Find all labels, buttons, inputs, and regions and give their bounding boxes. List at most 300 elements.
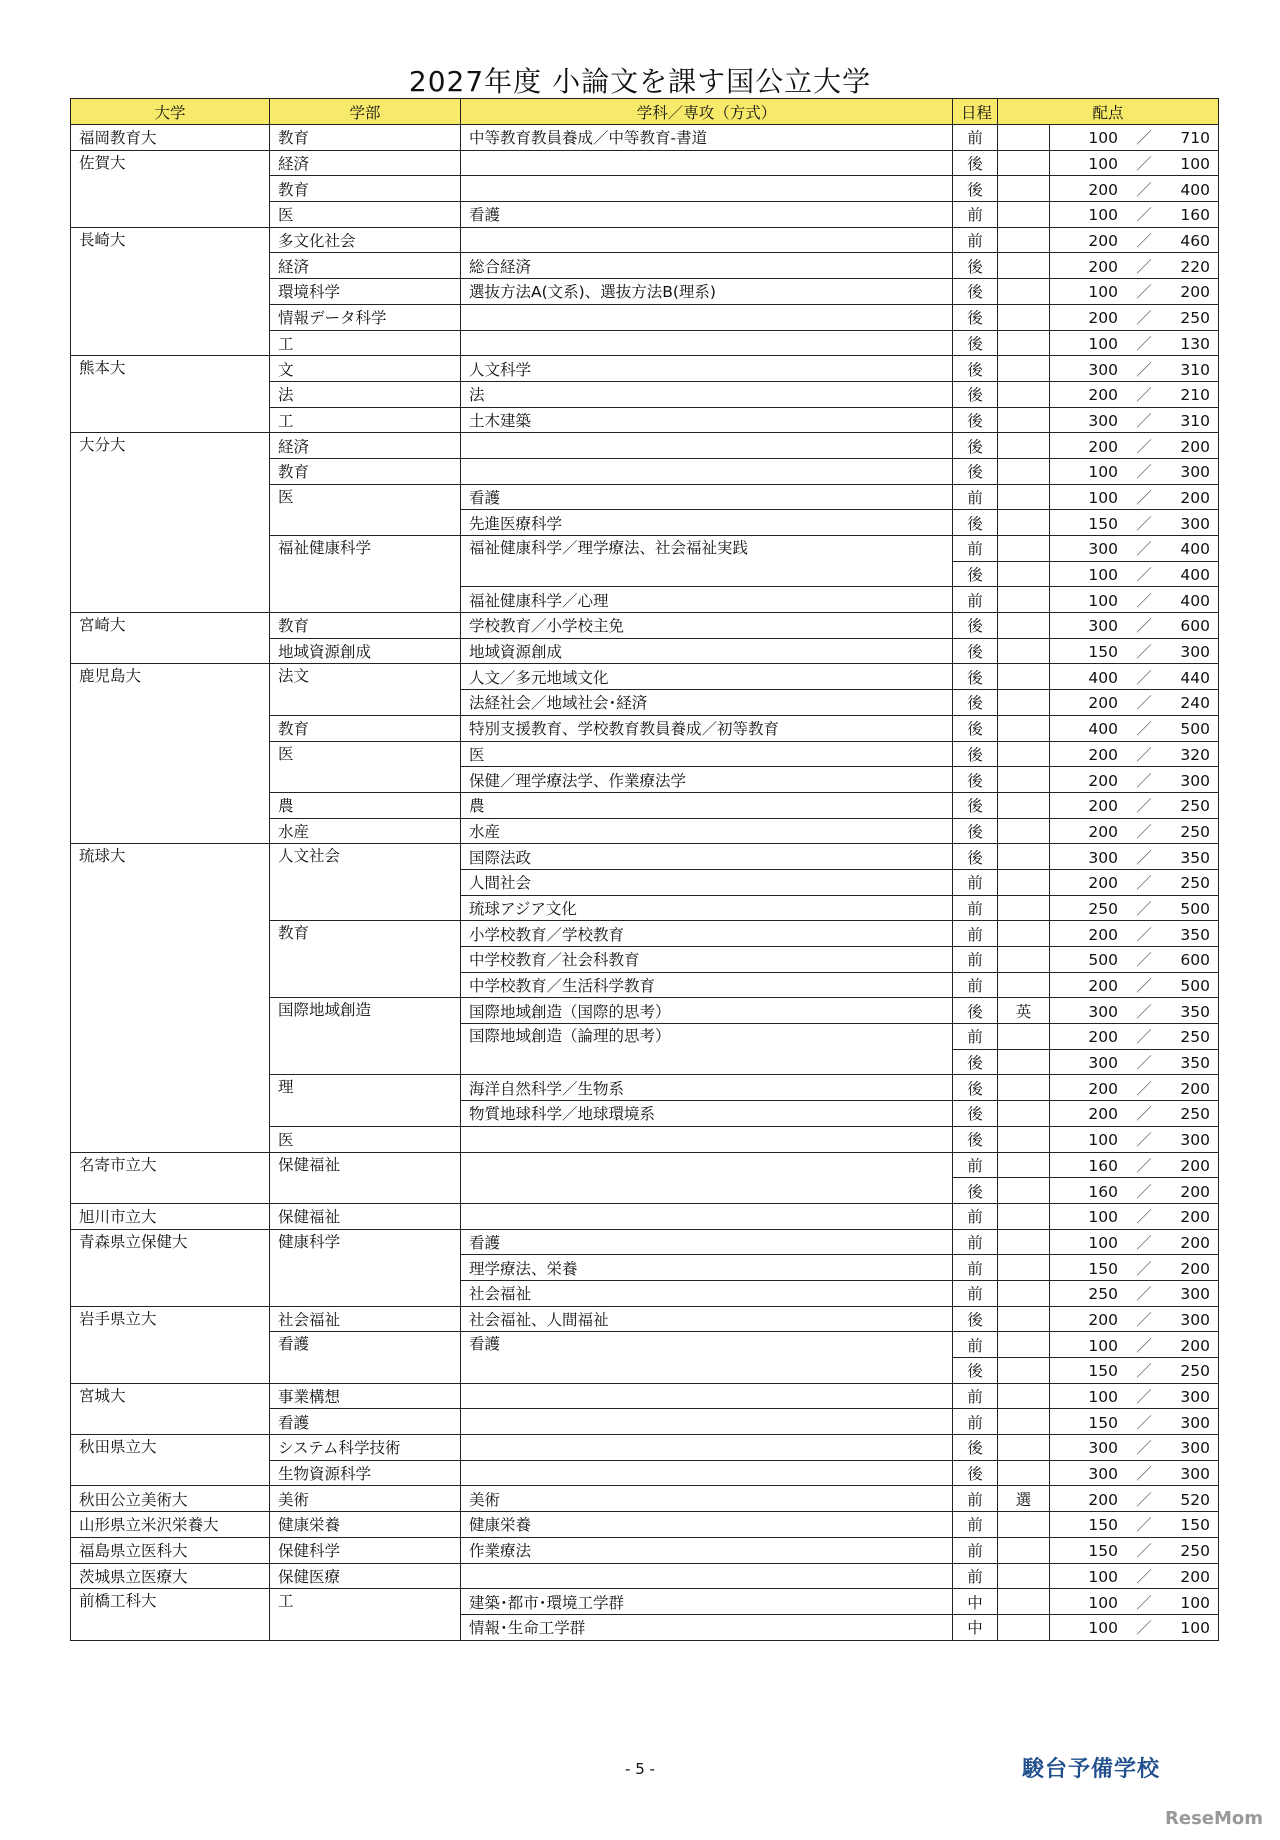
schedule-cell: 前 — [953, 1563, 998, 1589]
score-total: 200 — [1180, 1156, 1210, 1175]
faculty-cell: 経済 — [270, 253, 461, 279]
schedule-cell: 後 — [953, 253, 998, 279]
method-cell — [998, 1255, 1050, 1281]
faculty-cell: 福祉健康科学 — [270, 536, 461, 613]
method-cell — [998, 1306, 1050, 1332]
faculty-cell: 環境科学 — [270, 279, 461, 305]
method-cell — [998, 690, 1050, 716]
score-essay: 200 — [1088, 257, 1118, 276]
score-total: 130 — [1180, 334, 1210, 353]
score-total: 400 — [1180, 180, 1210, 199]
schedule-cell: 前 — [953, 869, 998, 895]
method-cell — [998, 715, 1050, 741]
score-separator: ／ — [1136, 1259, 1152, 1278]
score-total: 440 — [1180, 668, 1210, 687]
method-cell — [998, 304, 1050, 330]
university-cell: 福島県立医科大 — [71, 1537, 270, 1563]
schedule-cell: 前 — [953, 1203, 998, 1229]
score-cell — [1050, 1280, 1219, 1306]
score-separator: ／ — [1136, 1593, 1152, 1612]
method-cell — [998, 921, 1050, 947]
table-row — [71, 1435, 1219, 1461]
university-cell: 大分大 — [71, 433, 270, 613]
score-essay: 200 — [1088, 745, 1118, 764]
score-cell — [1050, 1460, 1219, 1486]
faculty-cell: 教育 — [270, 613, 461, 639]
table-row — [71, 150, 1219, 176]
faculty-cell: 教育 — [270, 176, 461, 202]
score-total: 310 — [1180, 411, 1210, 430]
score-total: 200 — [1180, 283, 1210, 302]
score-cell — [1050, 1024, 1219, 1050]
method-cell — [998, 536, 1050, 562]
schedule-cell: 前 — [953, 1229, 998, 1255]
method-cell — [998, 510, 1050, 536]
score-essay: 250 — [1088, 899, 1118, 918]
score-cell — [1050, 536, 1219, 562]
score-total: 400 — [1180, 566, 1210, 585]
method-cell — [998, 664, 1050, 690]
score-total: 200 — [1180, 1233, 1210, 1252]
faculty-cell: 保健医療 — [270, 1563, 461, 1589]
score-cell — [1050, 176, 1219, 202]
score-separator: ／ — [1136, 437, 1152, 456]
department-cell: 先進医療科学 — [461, 510, 953, 536]
score-cell — [1050, 1332, 1219, 1358]
score-separator: ／ — [1136, 1516, 1152, 1535]
score-separator: ／ — [1136, 797, 1152, 816]
department-cell — [461, 150, 953, 176]
department-cell — [461, 1203, 953, 1229]
university-cell: 岩手県立大 — [71, 1306, 270, 1383]
score-essay: 200 — [1088, 694, 1118, 713]
score-cell — [1050, 330, 1219, 356]
score-cell — [1050, 715, 1219, 741]
score-separator: ／ — [1136, 257, 1152, 276]
score-essay: 150 — [1088, 1259, 1118, 1278]
header-university: 大学 — [71, 99, 270, 125]
score-cell — [1050, 1101, 1219, 1127]
department-cell — [461, 176, 953, 202]
department-cell: 総合経済 — [461, 253, 953, 279]
table-header-row — [71, 99, 1219, 125]
method-cell — [998, 407, 1050, 433]
method-cell — [998, 869, 1050, 895]
department-cell — [461, 1563, 953, 1589]
score-cell — [1050, 613, 1219, 639]
method-cell — [998, 484, 1050, 510]
score-cell — [1050, 1203, 1219, 1229]
faculty-cell: 水産 — [270, 818, 461, 844]
schedule-cell: 前 — [953, 536, 998, 562]
department-cell: 琉球アジア文化 — [461, 895, 953, 921]
schedule-cell: 後 — [953, 1101, 998, 1127]
schedule-cell: 後 — [953, 818, 998, 844]
header-schedule: 日程 — [953, 99, 998, 125]
score-separator: ／ — [1136, 771, 1152, 790]
method-cell — [998, 279, 1050, 305]
department-cell: 理学療法、栄養 — [461, 1255, 953, 1281]
faculty-cell: 工 — [270, 1589, 461, 1640]
university-cell: 熊本大 — [71, 356, 270, 433]
score-total: 500 — [1180, 720, 1210, 739]
method-cell — [998, 227, 1050, 253]
faculty-cell: 健康栄養 — [270, 1512, 461, 1538]
method-cell — [998, 202, 1050, 228]
score-cell — [1050, 741, 1219, 767]
score-cell — [1050, 1589, 1219, 1615]
method-cell — [998, 947, 1050, 973]
schedule-cell: 後 — [953, 767, 998, 793]
score-essay: 200 — [1088, 1105, 1118, 1124]
score-essay: 150 — [1088, 1362, 1118, 1381]
score-cell — [1050, 1409, 1219, 1435]
schedule-cell: 後 — [953, 1075, 998, 1101]
score-separator: ／ — [1136, 848, 1152, 867]
school-logo: 駿台予備学校 — [1022, 1757, 1161, 1782]
department-cell: 人間社会 — [461, 869, 953, 895]
method-cell — [998, 561, 1050, 587]
score-essay: 150 — [1088, 1516, 1118, 1535]
score-cell — [1050, 792, 1219, 818]
department-cell: 中学校教育／生活科学教育 — [461, 972, 953, 998]
university-cell: 旭川市立大 — [71, 1203, 270, 1229]
score-total: 500 — [1180, 899, 1210, 918]
score-total: 600 — [1180, 617, 1210, 636]
score-essay: 200 — [1088, 1028, 1118, 1047]
faculty-cell: 法文 — [270, 664, 461, 715]
method-cell — [998, 844, 1050, 870]
score-total: 300 — [1180, 1413, 1210, 1432]
score-cell — [1050, 947, 1219, 973]
schedule-cell: 後 — [953, 1178, 998, 1204]
table-row — [71, 613, 1219, 639]
schedule-cell: 前 — [953, 227, 998, 253]
score-cell — [1050, 356, 1219, 382]
score-cell — [1050, 458, 1219, 484]
score-total: 300 — [1180, 771, 1210, 790]
score-separator: ／ — [1136, 694, 1152, 713]
score-total: 200 — [1180, 1259, 1210, 1278]
score-total: 300 — [1180, 514, 1210, 533]
university-cell: 琉球大 — [71, 844, 270, 1152]
schedule-cell: 前 — [953, 1486, 998, 1512]
table-row — [71, 433, 1219, 459]
faculty-cell: 理 — [270, 1075, 461, 1126]
score-cell — [1050, 125, 1219, 151]
score-essay: 400 — [1088, 720, 1118, 739]
method-cell — [998, 1203, 1050, 1229]
university-cell: 佐賀大 — [71, 150, 270, 227]
schedule-cell: 中 — [953, 1589, 998, 1615]
score-essay: 150 — [1088, 1542, 1118, 1561]
score-total: 250 — [1180, 1105, 1210, 1124]
score-separator: ／ — [1136, 566, 1152, 585]
score-total: 500 — [1180, 977, 1210, 996]
score-total: 350 — [1180, 1002, 1210, 1021]
score-separator: ／ — [1136, 822, 1152, 841]
method-cell — [998, 1512, 1050, 1538]
university-cell: 鹿児島大 — [71, 664, 270, 844]
faculty-cell: 文 — [270, 356, 461, 382]
method-cell — [998, 587, 1050, 613]
faculty-cell: 国際地域創造 — [270, 998, 461, 1075]
score-separator: ／ — [1136, 488, 1152, 507]
watermark-logo: ReseMom — [1165, 1808, 1264, 1829]
score-separator: ／ — [1136, 386, 1152, 405]
department-cell: 地域資源創成 — [461, 638, 953, 664]
score-total: 250 — [1180, 309, 1210, 328]
schedule-cell: 後 — [953, 304, 998, 330]
score-separator: ／ — [1136, 411, 1152, 430]
department-cell: 国際地域創造（国際的思考） — [461, 998, 953, 1024]
schedule-cell: 前 — [953, 1255, 998, 1281]
score-separator: ／ — [1136, 668, 1152, 687]
score-total: 300 — [1180, 1439, 1210, 1458]
schedule-cell: 中 — [953, 1614, 998, 1640]
header-faculty: 学部 — [270, 99, 461, 125]
score-cell — [1050, 510, 1219, 536]
method-cell — [998, 1280, 1050, 1306]
score-total: 400 — [1180, 591, 1210, 610]
department-cell — [461, 304, 953, 330]
score-separator: ／ — [1136, 180, 1152, 199]
score-cell — [1050, 227, 1219, 253]
schedule-cell: 後 — [953, 792, 998, 818]
method-cell — [998, 1409, 1050, 1435]
score-essay: 100 — [1088, 1593, 1118, 1612]
department-cell — [461, 1435, 953, 1461]
score-cell — [1050, 304, 1219, 330]
university-cell: 名寄市立大 — [71, 1152, 270, 1203]
faculty-cell: 人文社会 — [270, 844, 461, 921]
score-essay: 100 — [1088, 1388, 1118, 1407]
score-separator: ／ — [1136, 1105, 1152, 1124]
table-row — [71, 1306, 1219, 1332]
method-cell — [998, 741, 1050, 767]
score-separator: ／ — [1136, 540, 1152, 559]
table-row — [71, 1383, 1219, 1409]
faculty-cell: 保健福祉 — [270, 1152, 461, 1203]
score-total: 300 — [1180, 1131, 1210, 1150]
schedule-cell: 後 — [953, 741, 998, 767]
method-cell — [998, 767, 1050, 793]
faculty-cell: 医 — [270, 1126, 461, 1152]
score-essay: 100 — [1088, 155, 1118, 174]
score-cell — [1050, 1075, 1219, 1101]
schedule-cell: 後 — [953, 638, 998, 664]
department-cell — [461, 1126, 953, 1152]
score-separator: ／ — [1136, 1028, 1152, 1047]
score-separator: ／ — [1136, 1310, 1152, 1329]
score-total: 100 — [1180, 1619, 1210, 1638]
score-essay: 200 — [1088, 1310, 1118, 1329]
schedule-cell: 後 — [953, 510, 998, 536]
score-cell — [1050, 1229, 1219, 1255]
score-separator: ／ — [1136, 1336, 1152, 1355]
schedule-cell: 後 — [953, 433, 998, 459]
faculty-cell: 工 — [270, 330, 461, 356]
score-essay: 100 — [1088, 1131, 1118, 1150]
score-cell — [1050, 202, 1219, 228]
method-cell — [998, 433, 1050, 459]
department-cell: 看護 — [461, 484, 953, 510]
schedule-cell: 後 — [953, 1358, 998, 1384]
score-total: 710 — [1180, 129, 1210, 148]
department-cell — [461, 433, 953, 459]
score-cell — [1050, 1512, 1219, 1538]
university-cell: 秋田公立美術大 — [71, 1486, 270, 1512]
department-cell: 中学校教育／社会科教育 — [461, 947, 953, 973]
score-separator: ／ — [1136, 206, 1152, 225]
schedule-cell: 後 — [953, 690, 998, 716]
score-essay: 100 — [1088, 1336, 1118, 1355]
schedule-cell: 前 — [953, 125, 998, 151]
faculty-cell: 医 — [270, 741, 461, 792]
score-separator: ／ — [1136, 360, 1152, 379]
method-cell — [998, 818, 1050, 844]
score-essay: 300 — [1088, 411, 1118, 430]
department-cell: 看護 — [461, 202, 953, 228]
score-essay: 200 — [1088, 925, 1118, 944]
page-title: 2027年度 小論文を課す国公立大学 — [408, 65, 872, 98]
score-separator: ／ — [1136, 925, 1152, 944]
score-total: 250 — [1180, 1362, 1210, 1381]
department-cell: 水産 — [461, 818, 953, 844]
score-essay: 200 — [1088, 977, 1118, 996]
faculty-cell: 法 — [270, 381, 461, 407]
faculty-cell: 事業構想 — [270, 1383, 461, 1409]
schedule-cell: 後 — [953, 1049, 998, 1075]
method-cell — [998, 356, 1050, 382]
schedule-cell: 前 — [953, 1409, 998, 1435]
score-cell — [1050, 1614, 1219, 1640]
score-separator: ／ — [1136, 1439, 1152, 1458]
method-cell — [998, 1614, 1050, 1640]
score-separator: ／ — [1136, 1567, 1152, 1586]
score-total: 300 — [1180, 643, 1210, 662]
table-row — [71, 664, 1219, 690]
method-cell — [998, 1460, 1050, 1486]
schedule-cell: 後 — [953, 1126, 998, 1152]
score-cell — [1050, 638, 1219, 664]
score-separator: ／ — [1136, 334, 1152, 353]
score-separator: ／ — [1136, 745, 1152, 764]
score-total: 200 — [1180, 1208, 1210, 1227]
faculty-cell: 経済 — [270, 150, 461, 176]
score-cell — [1050, 1358, 1219, 1384]
score-essay: 200 — [1088, 797, 1118, 816]
faculty-cell: 保健科学 — [270, 1537, 461, 1563]
score-cell — [1050, 767, 1219, 793]
schedule-cell: 後 — [953, 561, 998, 587]
department-cell — [461, 330, 953, 356]
score-cell — [1050, 1563, 1219, 1589]
method-cell — [998, 150, 1050, 176]
university-cell: 長崎大 — [71, 227, 270, 355]
score-essay: 100 — [1088, 334, 1118, 353]
score-total: 200 — [1180, 437, 1210, 456]
score-total: 250 — [1180, 1028, 1210, 1047]
score-cell — [1050, 561, 1219, 587]
schedule-cell: 前 — [953, 484, 998, 510]
score-cell — [1050, 921, 1219, 947]
score-total: 600 — [1180, 951, 1210, 970]
score-separator: ／ — [1136, 1542, 1152, 1561]
method-cell — [998, 1383, 1050, 1409]
score-separator: ／ — [1136, 129, 1152, 148]
department-cell: 看護 — [461, 1332, 953, 1383]
score-total: 400 — [1180, 540, 1210, 559]
score-cell — [1050, 1126, 1219, 1152]
faculty-cell: 看護 — [270, 1409, 461, 1435]
department-cell — [461, 1409, 953, 1435]
score-cell — [1050, 844, 1219, 870]
table-row — [71, 356, 1219, 382]
table-row — [71, 1486, 1219, 1512]
schedule-cell: 前 — [953, 1152, 998, 1178]
department-cell: 建築･都市･環境工学群 — [461, 1589, 953, 1615]
score-essay: 160 — [1088, 1182, 1118, 1201]
faculty-cell: システム科学技術 — [270, 1435, 461, 1461]
method-cell — [998, 972, 1050, 998]
department-cell — [461, 458, 953, 484]
department-cell: 特別支援教育、学校教育教員養成／初等教育 — [461, 715, 953, 741]
header-department: 学科／専攻（方式） — [461, 99, 953, 125]
score-essay: 100 — [1088, 1619, 1118, 1638]
schedule-cell: 後 — [953, 176, 998, 202]
score-cell — [1050, 1537, 1219, 1563]
method-cell — [998, 1229, 1050, 1255]
score-separator: ／ — [1136, 309, 1152, 328]
method-cell — [998, 1332, 1050, 1358]
score-cell — [1050, 1383, 1219, 1409]
schedule-cell: 後 — [953, 458, 998, 484]
score-total: 200 — [1180, 1182, 1210, 1201]
schedule-cell: 前 — [953, 202, 998, 228]
schedule-cell: 後 — [953, 613, 998, 639]
method-cell — [998, 381, 1050, 407]
header-score: 配点 — [998, 99, 1219, 125]
score-essay: 100 — [1088, 463, 1118, 482]
schedule-cell: 後 — [953, 715, 998, 741]
method-cell — [998, 253, 1050, 279]
faculty-cell: 医 — [270, 484, 461, 535]
score-cell — [1050, 484, 1219, 510]
score-separator: ／ — [1136, 720, 1152, 739]
score-separator: ／ — [1136, 463, 1152, 482]
score-total: 300 — [1180, 1310, 1210, 1329]
score-separator: ／ — [1136, 1131, 1152, 1150]
score-cell — [1050, 407, 1219, 433]
score-cell — [1050, 1255, 1219, 1281]
university-cell: 宮崎大 — [71, 613, 270, 664]
score-essay: 200 — [1088, 437, 1118, 456]
schedule-cell: 後 — [953, 998, 998, 1024]
score-essay: 300 — [1088, 360, 1118, 379]
score-cell — [1050, 690, 1219, 716]
score-essay: 200 — [1088, 822, 1118, 841]
department-cell — [461, 1383, 953, 1409]
department-cell — [461, 1152, 953, 1203]
university-cell: 山形県立米沢栄養大 — [71, 1512, 270, 1538]
faculty-cell: 保健福祉 — [270, 1203, 461, 1229]
department-cell: 人文科学 — [461, 356, 953, 382]
score-separator: ／ — [1136, 874, 1152, 893]
score-total: 200 — [1180, 1336, 1210, 1355]
faculty-cell: 経済 — [270, 433, 461, 459]
department-cell: 海洋自然科学／生物系 — [461, 1075, 953, 1101]
